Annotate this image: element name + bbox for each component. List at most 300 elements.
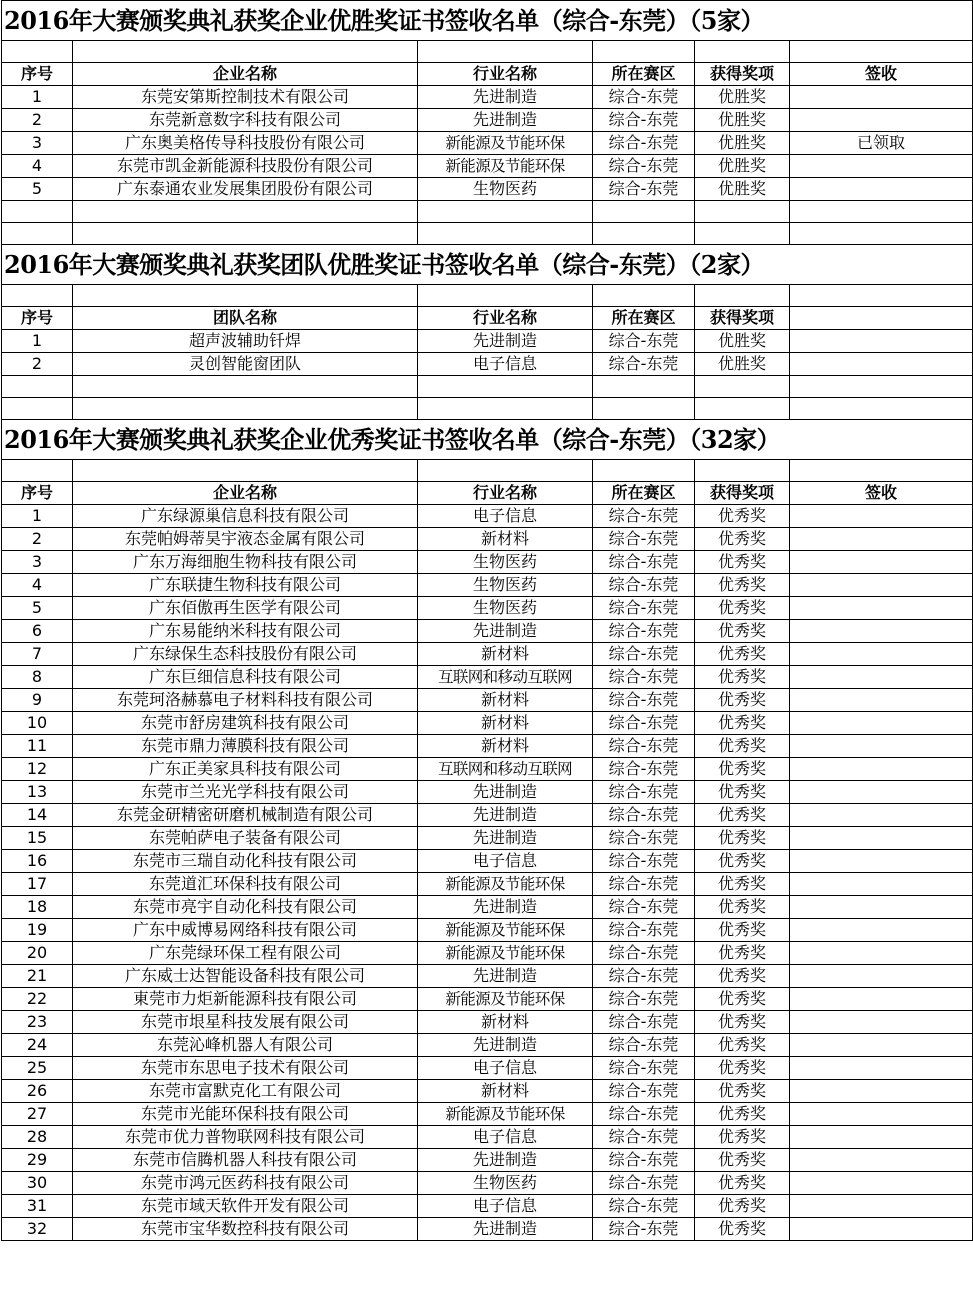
industry-cell: 新材料 [418, 712, 593, 735]
table-row [2, 942, 973, 965]
empty-cell [2, 285, 73, 307]
sign-cell [790, 689, 973, 712]
award-cell: 优秀奖 [695, 712, 790, 735]
name-cell: 广东万海细胞生物科技有限公司 [73, 551, 418, 574]
name-cell: 广东易能纳米科技有限公司 [73, 620, 418, 643]
serial-cell: 3 [2, 132, 73, 155]
column-header: 签收 [790, 482, 973, 505]
industry-cell: 电子信息 [418, 353, 593, 376]
column-header: 企业名称 [73, 482, 418, 505]
column-header: 签收 [790, 63, 973, 86]
empty-cell [418, 41, 593, 63]
name-cell: 东莞金研精密研磨机械制造有限公司 [73, 804, 418, 827]
empty-cell [593, 41, 695, 63]
industry-cell: 新材料 [418, 1080, 593, 1103]
sign-cell [790, 643, 973, 666]
sign-cell [790, 1034, 973, 1057]
name-cell: 東莞市力炬新能源科技有限公司 [73, 988, 418, 1011]
industry-cell: 新材料 [418, 528, 593, 551]
region-cell: 综合-东莞 [593, 330, 695, 353]
empty-cell [2, 41, 73, 63]
table-row [2, 620, 973, 643]
sign-cell [790, 896, 973, 919]
empty-cell [418, 201, 593, 223]
empty-cell [418, 223, 593, 245]
industry-cell: 生物医药 [418, 1172, 593, 1195]
name-cell: 东莞市兰光光学科技有限公司 [73, 781, 418, 804]
region-cell: 综合-东莞 [593, 155, 695, 178]
empty-cell [418, 398, 593, 420]
award-cell: 优胜奖 [695, 155, 790, 178]
serial-cell: 27 [2, 1103, 73, 1126]
sign-cell [790, 353, 973, 376]
serial-cell: 25 [2, 1057, 73, 1080]
award-cell: 优秀奖 [695, 666, 790, 689]
award-cell: 优秀奖 [695, 1195, 790, 1218]
region-cell: 综合-东莞 [593, 1080, 695, 1103]
award-cell: 优秀奖 [695, 1218, 790, 1241]
region-cell: 综合-东莞 [593, 178, 695, 201]
serial-cell: 1 [2, 505, 73, 528]
column-header: 团队名称 [73, 307, 418, 330]
industry-cell: 新能源及节能环保 [418, 132, 593, 155]
region-cell: 综合-东莞 [593, 965, 695, 988]
region-cell: 综合-东莞 [593, 353, 695, 376]
industry-cell: 先进制造 [418, 109, 593, 132]
sign-cell [790, 827, 973, 850]
name-cell: 东莞市亮宇自动化科技有限公司 [73, 896, 418, 919]
industry-cell: 新材料 [418, 689, 593, 712]
region-cell: 综合-东莞 [593, 873, 695, 896]
name-cell: 东莞市舒房建筑科技有限公司 [73, 712, 418, 735]
award-cell: 优秀奖 [695, 988, 790, 1011]
empty-cell [790, 285, 973, 307]
name-cell: 东莞市鼎力薄膜科技有限公司 [73, 735, 418, 758]
spacer-row [2, 285, 973, 307]
sign-cell [790, 850, 973, 873]
empty-cell [593, 201, 695, 223]
serial-cell: 4 [2, 574, 73, 597]
region-cell: 综合-东莞 [593, 109, 695, 132]
industry-cell: 电子信息 [418, 850, 593, 873]
industry-cell: 生物医药 [418, 551, 593, 574]
table-row [2, 132, 973, 155]
serial-cell: 7 [2, 643, 73, 666]
empty-cell [73, 41, 418, 63]
sign-cell [790, 86, 973, 109]
award-cell: 优秀奖 [695, 1149, 790, 1172]
section-title-row [2, 245, 973, 285]
empty-cell [790, 460, 973, 482]
industry-cell: 先进制造 [418, 965, 593, 988]
region-cell: 综合-东莞 [593, 781, 695, 804]
sign-cell [790, 178, 973, 201]
table-row [2, 1057, 973, 1080]
name-cell: 广东奥美格传导科技股份有限公司 [73, 132, 418, 155]
sign-cell [790, 1126, 973, 1149]
table-row [2, 155, 973, 178]
table-row [2, 505, 973, 528]
table-row [2, 643, 973, 666]
name-cell: 广东巨细信息科技有限公司 [73, 666, 418, 689]
empty-cell [73, 398, 418, 420]
sign-cell [790, 919, 973, 942]
table-row [2, 353, 973, 376]
region-cell: 综合-东莞 [593, 132, 695, 155]
region-cell: 综合-东莞 [593, 1149, 695, 1172]
name-cell: 东莞安第斯控制技术有限公司 [73, 86, 418, 109]
serial-cell: 11 [2, 735, 73, 758]
award-cell: 优胜奖 [695, 86, 790, 109]
name-cell: 东莞道汇环保科技有限公司 [73, 873, 418, 896]
name-cell: 灵创智能窗团队 [73, 353, 418, 376]
sign-cell [790, 988, 973, 1011]
section-title: 2016年大赛颁奖典礼获奖企业优秀奖证书签收名单（综合-东莞）（32家） [2, 420, 973, 460]
region-cell: 综合-东莞 [593, 1103, 695, 1126]
empty-cell [2, 460, 73, 482]
column-header: 获得奖项 [695, 63, 790, 86]
table-row [2, 178, 973, 201]
award-cell: 优秀奖 [695, 643, 790, 666]
award-cell: 优秀奖 [695, 942, 790, 965]
empty-cell [73, 460, 418, 482]
column-header: 序号 [2, 482, 73, 505]
award-cell: 优秀奖 [695, 735, 790, 758]
column-header: 获得奖项 [695, 307, 790, 330]
award-cell: 优秀奖 [695, 505, 790, 528]
table-row [2, 689, 973, 712]
header-row [2, 63, 973, 86]
serial-cell: 19 [2, 919, 73, 942]
serial-cell: 21 [2, 965, 73, 988]
award-cell: 优秀奖 [695, 758, 790, 781]
empty-cell [73, 376, 418, 398]
sign-cell [790, 735, 973, 758]
award-cell: 优秀奖 [695, 1080, 790, 1103]
serial-cell: 30 [2, 1172, 73, 1195]
serial-cell: 32 [2, 1218, 73, 1241]
award-cell: 优胜奖 [695, 109, 790, 132]
award-cell: 优秀奖 [695, 896, 790, 919]
industry-cell: 电子信息 [418, 1126, 593, 1149]
table-row [2, 1218, 973, 1241]
region-cell: 综合-东莞 [593, 1034, 695, 1057]
table-row [2, 1080, 973, 1103]
empty-cell [593, 398, 695, 420]
empty-cell [790, 41, 973, 63]
award-cell: 优胜奖 [695, 330, 790, 353]
serial-cell: 18 [2, 896, 73, 919]
column-header: 获得奖项 [695, 482, 790, 505]
serial-cell: 28 [2, 1126, 73, 1149]
award-cell: 优胜奖 [695, 132, 790, 155]
serial-cell: 1 [2, 330, 73, 353]
table-row [2, 574, 973, 597]
region-cell: 综合-东莞 [593, 896, 695, 919]
empty-cell [73, 201, 418, 223]
award-cell: 优秀奖 [695, 1011, 790, 1034]
industry-cell: 电子信息 [418, 1195, 593, 1218]
empty-cell [2, 376, 73, 398]
name-cell: 广东莞绿环保工程有限公司 [73, 942, 418, 965]
name-cell: 东莞市东思电子技术有限公司 [73, 1057, 418, 1080]
industry-cell: 新能源及节能环保 [418, 1103, 593, 1126]
sign-cell [790, 1011, 973, 1034]
empty-cell [593, 460, 695, 482]
table-row [2, 551, 973, 574]
sign-cell [790, 873, 973, 896]
region-cell: 综合-东莞 [593, 712, 695, 735]
sign-cell [790, 620, 973, 643]
serial-cell: 5 [2, 178, 73, 201]
sign-cell [790, 1057, 973, 1080]
section-title-row [2, 420, 973, 460]
region-cell: 综合-东莞 [593, 942, 695, 965]
sign-cell: 已领取 [790, 132, 973, 155]
award-cell: 优秀奖 [695, 597, 790, 620]
award-cell: 优胜奖 [695, 353, 790, 376]
column-header [790, 307, 973, 330]
serial-cell: 23 [2, 1011, 73, 1034]
serial-cell: 24 [2, 1034, 73, 1057]
name-cell: 广东绿源巢信息科技有限公司 [73, 505, 418, 528]
serial-cell: 2 [2, 109, 73, 132]
sign-cell [790, 505, 973, 528]
sign-cell [790, 1172, 973, 1195]
table-row [2, 804, 973, 827]
serial-cell: 17 [2, 873, 73, 896]
serial-cell: 8 [2, 666, 73, 689]
empty-cell [695, 398, 790, 420]
name-cell: 东莞市富默克化工有限公司 [73, 1080, 418, 1103]
serial-cell: 12 [2, 758, 73, 781]
name-cell: 广东威士达智能设备科技有限公司 [73, 965, 418, 988]
serial-cell: 13 [2, 781, 73, 804]
column-header: 序号 [2, 63, 73, 86]
serial-cell: 1 [2, 86, 73, 109]
sign-cell [790, 1080, 973, 1103]
empty-cell [73, 285, 418, 307]
region-cell: 综合-东莞 [593, 1195, 695, 1218]
serial-cell: 9 [2, 689, 73, 712]
industry-cell: 新材料 [418, 1011, 593, 1034]
industry-cell: 先进制造 [418, 620, 593, 643]
name-cell: 东莞帕萨电子装备有限公司 [73, 827, 418, 850]
serial-cell: 2 [2, 353, 73, 376]
award-cell: 优秀奖 [695, 689, 790, 712]
empty-cell [695, 285, 790, 307]
region-cell: 综合-东莞 [593, 597, 695, 620]
sign-cell [790, 1218, 973, 1241]
industry-cell: 先进制造 [418, 827, 593, 850]
award-cell: 优秀奖 [695, 781, 790, 804]
table-row [2, 1126, 973, 1149]
table-row [2, 919, 973, 942]
serial-cell: 15 [2, 827, 73, 850]
region-cell: 综合-东莞 [593, 1172, 695, 1195]
empty-cell [593, 376, 695, 398]
spacer-row [2, 41, 973, 63]
region-cell: 综合-东莞 [593, 1057, 695, 1080]
empty-cell [73, 223, 418, 245]
sign-cell [790, 1103, 973, 1126]
region-cell: 综合-东莞 [593, 643, 695, 666]
column-header: 企业名称 [73, 63, 418, 86]
region-cell: 综合-东莞 [593, 574, 695, 597]
award-cell: 优秀奖 [695, 551, 790, 574]
section-title-row [2, 1, 973, 41]
name-cell: 广东正美家具科技有限公司 [73, 758, 418, 781]
empty-cell [790, 201, 973, 223]
name-cell: 东莞市凯金新能源科技股份有限公司 [73, 155, 418, 178]
award-cell: 优秀奖 [695, 919, 790, 942]
table-row [2, 1195, 973, 1218]
region-cell: 综合-东莞 [593, 528, 695, 551]
industry-cell: 先进制造 [418, 86, 593, 109]
industry-cell: 先进制造 [418, 896, 593, 919]
table-row [2, 1011, 973, 1034]
industry-cell: 新材料 [418, 735, 593, 758]
table-row [2, 873, 973, 896]
empty-cell [695, 201, 790, 223]
industry-cell: 新能源及节能环保 [418, 873, 593, 896]
name-cell: 广东联捷生物科技有限公司 [73, 574, 418, 597]
table-row [2, 1149, 973, 1172]
serial-cell: 22 [2, 988, 73, 1011]
empty-cell [2, 398, 73, 420]
table-row [2, 597, 973, 620]
table-row [2, 827, 973, 850]
region-cell: 综合-东莞 [593, 505, 695, 528]
serial-cell: 6 [2, 620, 73, 643]
name-cell: 广东泰通农业发展集团股份有限公司 [73, 178, 418, 201]
name-cell: 东莞帕姆蒂昊宇液态金属有限公司 [73, 528, 418, 551]
table-row [2, 781, 973, 804]
region-cell: 综合-东莞 [593, 86, 695, 109]
award-cell: 优秀奖 [695, 620, 790, 643]
serial-cell: 16 [2, 850, 73, 873]
empty-cell [593, 223, 695, 245]
header-row [2, 482, 973, 505]
column-header: 行业名称 [418, 482, 593, 505]
region-cell: 综合-东莞 [593, 620, 695, 643]
serial-cell: 2 [2, 528, 73, 551]
name-cell: 超声波辅助钎焊 [73, 330, 418, 353]
industry-cell: 新能源及节能环保 [418, 919, 593, 942]
region-cell: 综合-东莞 [593, 1218, 695, 1241]
region-cell: 综合-东莞 [593, 850, 695, 873]
industry-cell: 先进制造 [418, 1149, 593, 1172]
name-cell: 广东中威博易网络科技有限公司 [73, 919, 418, 942]
empty-cell [790, 398, 973, 420]
table-row [2, 896, 973, 919]
empty-cell [790, 376, 973, 398]
table-row [2, 965, 973, 988]
table-row [2, 109, 973, 132]
column-header: 所在赛区 [593, 307, 695, 330]
name-cell: 东莞新意数字科技有限公司 [73, 109, 418, 132]
table-row [2, 330, 973, 353]
column-header: 所在赛区 [593, 63, 695, 86]
award-cell: 优胜奖 [695, 178, 790, 201]
column-header: 序号 [2, 307, 73, 330]
industry-cell: 新材料 [418, 643, 593, 666]
name-cell: 东莞市宝华数控科技有限公司 [73, 1218, 418, 1241]
name-cell: 东莞珂洛赫慕电子材料科技有限公司 [73, 689, 418, 712]
name-cell: 东莞市优力普物联网科技有限公司 [73, 1126, 418, 1149]
sign-cell [790, 804, 973, 827]
table-row [2, 528, 973, 551]
name-cell: 东莞市光能环保科技有限公司 [73, 1103, 418, 1126]
industry-cell: 互联网和移动互联网 [418, 666, 593, 689]
region-cell: 综合-东莞 [593, 1011, 695, 1034]
region-cell: 综合-东莞 [593, 919, 695, 942]
industry-cell: 先进制造 [418, 1034, 593, 1057]
award-cell: 优秀奖 [695, 1103, 790, 1126]
sign-cell [790, 597, 973, 620]
empty-cell [593, 285, 695, 307]
spreadsheet-table [1, 0, 973, 1241]
spacer-row [2, 201, 973, 223]
table-row [2, 86, 973, 109]
serial-cell: 29 [2, 1149, 73, 1172]
column-header: 行业名称 [418, 307, 593, 330]
serial-cell: 31 [2, 1195, 73, 1218]
region-cell: 综合-东莞 [593, 827, 695, 850]
award-cell: 优秀奖 [695, 965, 790, 988]
award-cell: 优秀奖 [695, 1034, 790, 1057]
table-row [2, 666, 973, 689]
empty-cell [790, 223, 973, 245]
name-cell: 东莞市鸿元医药科技有限公司 [73, 1172, 418, 1195]
region-cell: 综合-东莞 [593, 758, 695, 781]
serial-cell: 10 [2, 712, 73, 735]
empty-cell [695, 41, 790, 63]
sign-cell [790, 666, 973, 689]
sign-cell [790, 109, 973, 132]
name-cell: 东莞市三瑞自动化科技有限公司 [73, 850, 418, 873]
serial-cell: 20 [2, 942, 73, 965]
industry-cell: 新能源及节能环保 [418, 942, 593, 965]
name-cell: 东莞沁峰机器人有限公司 [73, 1034, 418, 1057]
sign-cell [790, 528, 973, 551]
sign-cell [790, 781, 973, 804]
header-row [2, 307, 973, 330]
industry-cell: 先进制造 [418, 781, 593, 804]
industry-cell: 先进制造 [418, 804, 593, 827]
industry-cell: 电子信息 [418, 1057, 593, 1080]
empty-cell [418, 460, 593, 482]
empty-cell [2, 201, 73, 223]
table-row [2, 1103, 973, 1126]
award-cell: 优秀奖 [695, 827, 790, 850]
sign-cell [790, 1149, 973, 1172]
sign-cell [790, 758, 973, 781]
spacer-row [2, 460, 973, 482]
sign-cell [790, 712, 973, 735]
industry-cell: 新能源及节能环保 [418, 988, 593, 1011]
section-title: 2016年大赛颁奖典礼获奖团队优胜奖证书签收名单（综合-东莞）（2家） [2, 245, 973, 285]
award-cell: 优秀奖 [695, 528, 790, 551]
name-cell: 东莞市信腾机器人科技有限公司 [73, 1149, 418, 1172]
table-row [2, 735, 973, 758]
industry-cell: 生物医药 [418, 597, 593, 620]
empty-cell [695, 223, 790, 245]
table-row [2, 712, 973, 735]
name-cell: 东莞市域天软件开发有限公司 [73, 1195, 418, 1218]
table-row [2, 758, 973, 781]
sign-cell [790, 155, 973, 178]
